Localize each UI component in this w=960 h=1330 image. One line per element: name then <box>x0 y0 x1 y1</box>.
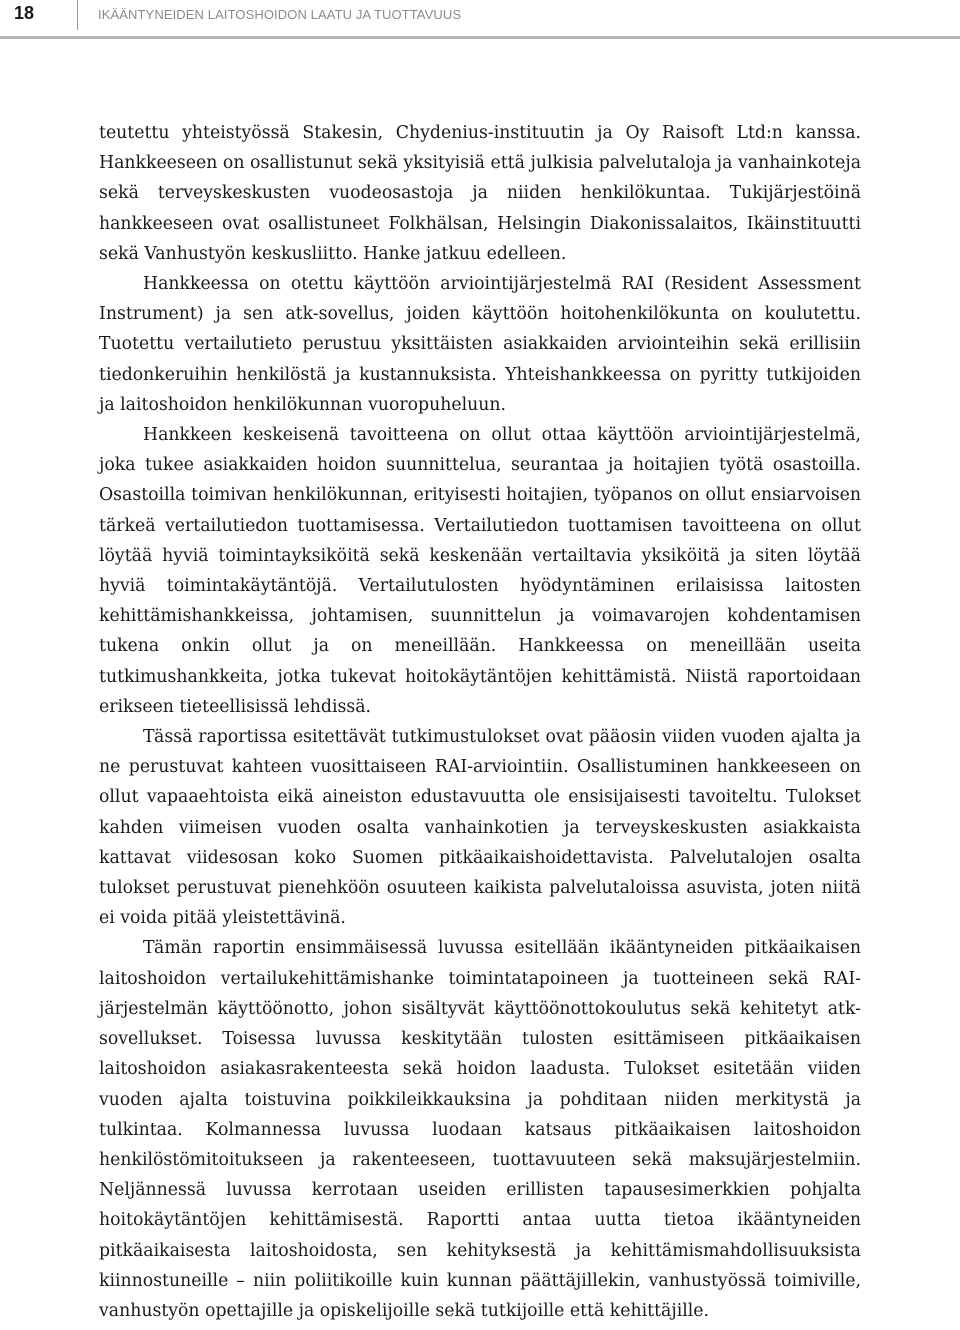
page-number: 18 <box>14 3 35 23</box>
paragraph: Hankkeessa on otettu käyttöön arviointijärjestelmä RAI (Resident Assessment Instrument) ja sen atk-sovellus, joiden käyttöön hoitohenkilökunta on koulutettu. Tuotettu vertailutieto perustuu yksittäisten asiakkaiden arviointeihin sekä erillisiin tiedonkeruihin henkilöstä ja kustannuksista. Yhteishankkeessa on pyritty tutkijoiden ja laitoshoidon henkilökunnan vuoropuheluun. <box>99 274 861 415</box>
paragraph: teutettu yhteistyössä Stakesin, Chydenius-instituutin ja Oy Raisoft Ltd:n kanssa. Hankkeeseen on osallistunut sekä yksityisiä että julkisia palvelutaloja ja vanhainkoteja sekä terveyskeskusten vuodeosastoja ja niiden henkilökuntaa. Tukijärjestöinä hankkeeseen ovat osallistuneet Folkhälsan, Helsingin Diakonissalaitos, Ikäinstituutti sekä Vanhustyön keskusliitto. Hanke jatkuu edelleen. <box>99 123 861 264</box>
paragraph: Hankkeen keskeisenä tavoitteena on ollut ottaa käyttöön arviointijärjestelmä, joka tukee asiakkaiden hoidon suunnittelua, seurantaa ja hoitajien työtä osastoilla. Osastoilla toimivan henkilökunnan, erityisesti hoitajien, työpanos on ollut ensiarvoisen tärkeä vertailutiedon tuottamisessa. Vertailutiedon tuottamisen tavoitteena on ollut löytää hyviä toimintayksiköitä sekä keskenään vertailtavia yksiköitä ja siten löytää hyviä toimintakäytäntöjä. Vertailutulosten hyödyntäminen erilaisissa laitosten kehittämishankkeissa, johtamisen, suunnittelun ja voimavarojen kohdentamisen tukena onkin ollut ja on meneillään. Hankkeessa on meneillään useita tutkimushankkeita, jotka tukevat hoitokäytäntöjen kehittämistä. Niistä raportoidaan erikseen tieteellisissä lehdissä. <box>99 425 861 717</box>
header-divider <box>77 0 78 30</box>
page-header <box>0 0 960 30</box>
paragraph: Tässä raportissa esitettävät tutkimustulokset ovat pääosin viiden vuoden ajalta ja ne perustuvat kahteen vuosittaiseen RAI-arviointiin. Osallistuminen hankkeeseen on ollut vapaaehtoista eikä aineiston edustavuutta ole ensisijaisesti tavoiteltu. Tulokset kahden viimeisen vuoden osalta vanhainkotien ja terveyskeskusten asiakkaista kattavat viidesosan koko Suomen pitkäaikaishoidettavista. Palvelutalojen osalta tulokset perustuvat pienehköön osuuteen kaikista palvelutaloissa asuvista, joten niitä ei voida pitää yleistettävinä. <box>99 727 861 929</box>
paragraph: Tämän raportin ensimmäisessä luvussa esitellään ikääntyneiden pitkäaikaisen laitoshoidon vertailukehittämishanke toimintatapoineen ja tuotteineen sekä RAI-järjestelmän käyttöönotto, johon sisältyvät käyttöönottokoulutus sekä kehitetyt atk-sovellukset. Toisessa luvussa keskitytään tulosten esittämiseen pitkäaikaisen laitoshoidon asiakasrakenteesta sekä hoidon laadusta. Tulokset esitetään viiden vuoden ajalta toistuvina poikkileikkauksina ja pohditaan niiden merkitystä ja tulkintaa. Kolmannessa luvussa luodaan katsaus pitkäaikaisen laitoshoidon henkilöstömitoitukseen ja rakenteeseen, tuottavuuteen sekä maksujärjestelmiin. Neljännessä luvussa kerrotaan useiden erillisten tapausesimerkkien pohjalta hoitokäytäntöjen kehittämisestä. Raportti antaa uutta tietoa ikääntyneiden pitkäaikaisesta laitoshoidosta, sen kehityksestä ja kehittämismahdollisuuksista kiinnostuneille – niin poliitikoille kuin kunnan päättäjillekin, vanhustyössä toimiville, vanhustyön opettajille ja opiskelijoille sekä tutkijoille että kehittäjille. <box>99 938 861 1321</box>
running-title: IKÄÄNTYNEIDEN LAITOSHOIDON LAATU JA TUOTTAVUUS <box>98 7 462 22</box>
header-rule <box>0 36 960 39</box>
body-text <box>99 118 861 1326</box>
